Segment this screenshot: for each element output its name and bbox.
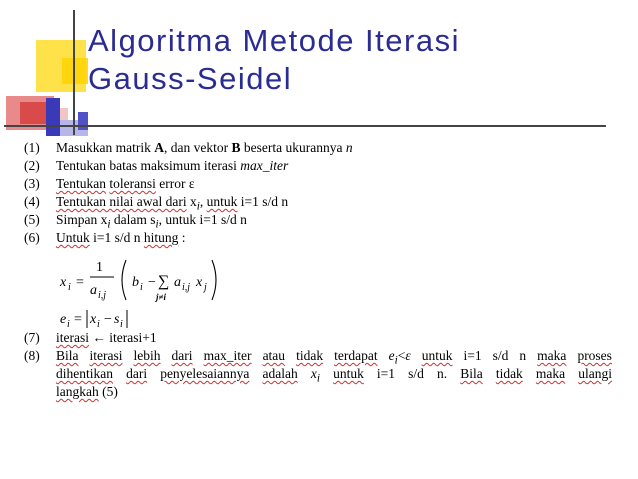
step-text: Tentukan nilai awal dari (56, 194, 187, 209)
word: tidak (495, 366, 523, 381)
word: iterasi (89, 348, 123, 363)
error-s: s (114, 312, 120, 327)
step-text: Tentukan (56, 176, 107, 191)
gauss-seidel-formula (60, 254, 260, 308)
formula-a-subscript: i,j (182, 282, 191, 293)
formula-x: x (60, 275, 67, 290)
formula-sigma: ∑ (158, 273, 170, 290)
var-e: e (388, 348, 395, 363)
subscript-i: i (107, 218, 111, 231)
error-s-subscript: i (120, 319, 123, 329)
step-text: untuk (206, 194, 238, 209)
slide-title-line1: Algoritma Metode Iterasi (88, 23, 460, 58)
step-text: beserta ukurannya (240, 140, 346, 155)
formula-b-subscript: i (140, 282, 143, 293)
step-8-line-2 (56, 365, 612, 388)
error-e: e (60, 312, 67, 327)
step-text: , dan vektor (163, 140, 232, 155)
step-text: i=1 s/d n (237, 194, 289, 209)
word: i=1 (463, 348, 482, 363)
var-x: x (310, 366, 317, 381)
step-text: , untuk i=1 s/d n (158, 212, 247, 227)
less-than: < (397, 348, 406, 363)
word: atau (262, 348, 286, 363)
epsilon: ε (405, 348, 411, 363)
subscript-i: i (155, 218, 159, 231)
step-text: i=1 s/d n (89, 230, 144, 245)
word: dari (171, 348, 193, 363)
step-number: (7) (24, 330, 40, 345)
word: ulangi (578, 366, 612, 381)
word: penyelesaiannya (160, 366, 250, 381)
error-x: x (90, 312, 97, 327)
word: max_iter (203, 348, 252, 363)
formula-b: b (132, 275, 139, 290)
word: Bila (56, 348, 79, 363)
step-number: (5) (24, 212, 40, 227)
error-subscript-i: i (67, 319, 70, 329)
step-number: (6) (24, 230, 40, 245)
word: untuk (421, 348, 453, 363)
word: langkah (56, 384, 99, 399)
error-x-subscript: i (97, 319, 100, 329)
step-text: dalam s (110, 212, 156, 227)
formula-a: a (174, 275, 181, 290)
var-n: n (345, 140, 353, 155)
error-equals: = (74, 312, 82, 327)
step-2 (24, 157, 288, 175)
subscript-i: i (196, 200, 200, 213)
step-text: Masukkan matrik (56, 140, 155, 155)
word: lebih (133, 348, 161, 363)
formula-xj: x (196, 275, 203, 290)
formula-denominator-subscript: i,j (98, 290, 107, 301)
word: s/d (408, 366, 424, 381)
error-minus: − (104, 312, 112, 327)
word: adalah (262, 366, 298, 381)
word: n (519, 348, 527, 363)
step-number: (1) (24, 140, 40, 155)
slide-title-line2: Gauss-Seidel (88, 61, 293, 96)
formula-denominator-a: a (90, 283, 97, 298)
word: maka (537, 348, 567, 363)
word: terdapat (334, 348, 378, 363)
word: proses (577, 348, 612, 363)
step-text: hitung (143, 230, 179, 245)
step-5 (24, 211, 247, 229)
subscript-i: i (316, 372, 320, 385)
matrix-a: A (154, 140, 164, 155)
formula-xj-subscript: j (204, 282, 207, 293)
formula-minus: − (148, 275, 156, 290)
formula-equals: = (76, 275, 84, 290)
word: n. (437, 366, 448, 381)
slide-title (88, 22, 460, 98)
step-text: error ε (155, 176, 195, 191)
subscript-i: i (394, 354, 398, 367)
word: dihentikan (56, 366, 113, 381)
error-formula (60, 309, 160, 329)
word: dari (126, 366, 148, 381)
step-3 (24, 175, 195, 193)
formula-numerator-one: 1 (96, 260, 103, 275)
step-text: Untuk (56, 230, 90, 245)
title-divider-line (4, 125, 606, 127)
vector-b: B (231, 140, 241, 155)
decor-yellow-square-inner (62, 58, 88, 84)
formula-left-paren (122, 260, 126, 300)
word: maka (535, 366, 566, 381)
step-text: : (178, 230, 186, 245)
step-text: Simpan x (56, 212, 108, 227)
step-text: toleransi (109, 176, 156, 191)
var-x: x (186, 194, 197, 209)
var-max-iter: max_iter (240, 158, 289, 173)
word: i=1 (376, 366, 396, 381)
word-xi (311, 365, 320, 388)
word: Bila (460, 366, 483, 381)
formula-sum-index: j≠i (156, 292, 166, 302)
step-8-line-3 (56, 383, 118, 401)
step-text: (5) (98, 384, 118, 399)
step-number: (4) (24, 194, 40, 209)
formula-right-paren (212, 260, 216, 300)
step-1 (24, 139, 353, 157)
step-text: , (199, 194, 207, 209)
formula-subscript-i: i (68, 282, 71, 293)
word: tidak (296, 348, 324, 363)
step-number: (2) (24, 158, 40, 173)
step-number: (3) (24, 176, 40, 191)
step-8 (24, 347, 614, 399)
step-4 (24, 193, 288, 211)
decor-blue-bar (46, 98, 60, 136)
word: s/d (492, 348, 509, 363)
step-number: (8) (24, 348, 40, 363)
step-text: Tentukan batas maksimum iterasi (56, 158, 241, 173)
decor-blue-bar-small (78, 112, 88, 130)
step-6 (24, 229, 186, 247)
word: untuk (333, 366, 364, 381)
step-7 (24, 329, 157, 347)
decor-vertical-line (73, 10, 75, 135)
step-text: iterasi (56, 330, 89, 345)
step-text: ← iterasi+1 (89, 330, 157, 345)
